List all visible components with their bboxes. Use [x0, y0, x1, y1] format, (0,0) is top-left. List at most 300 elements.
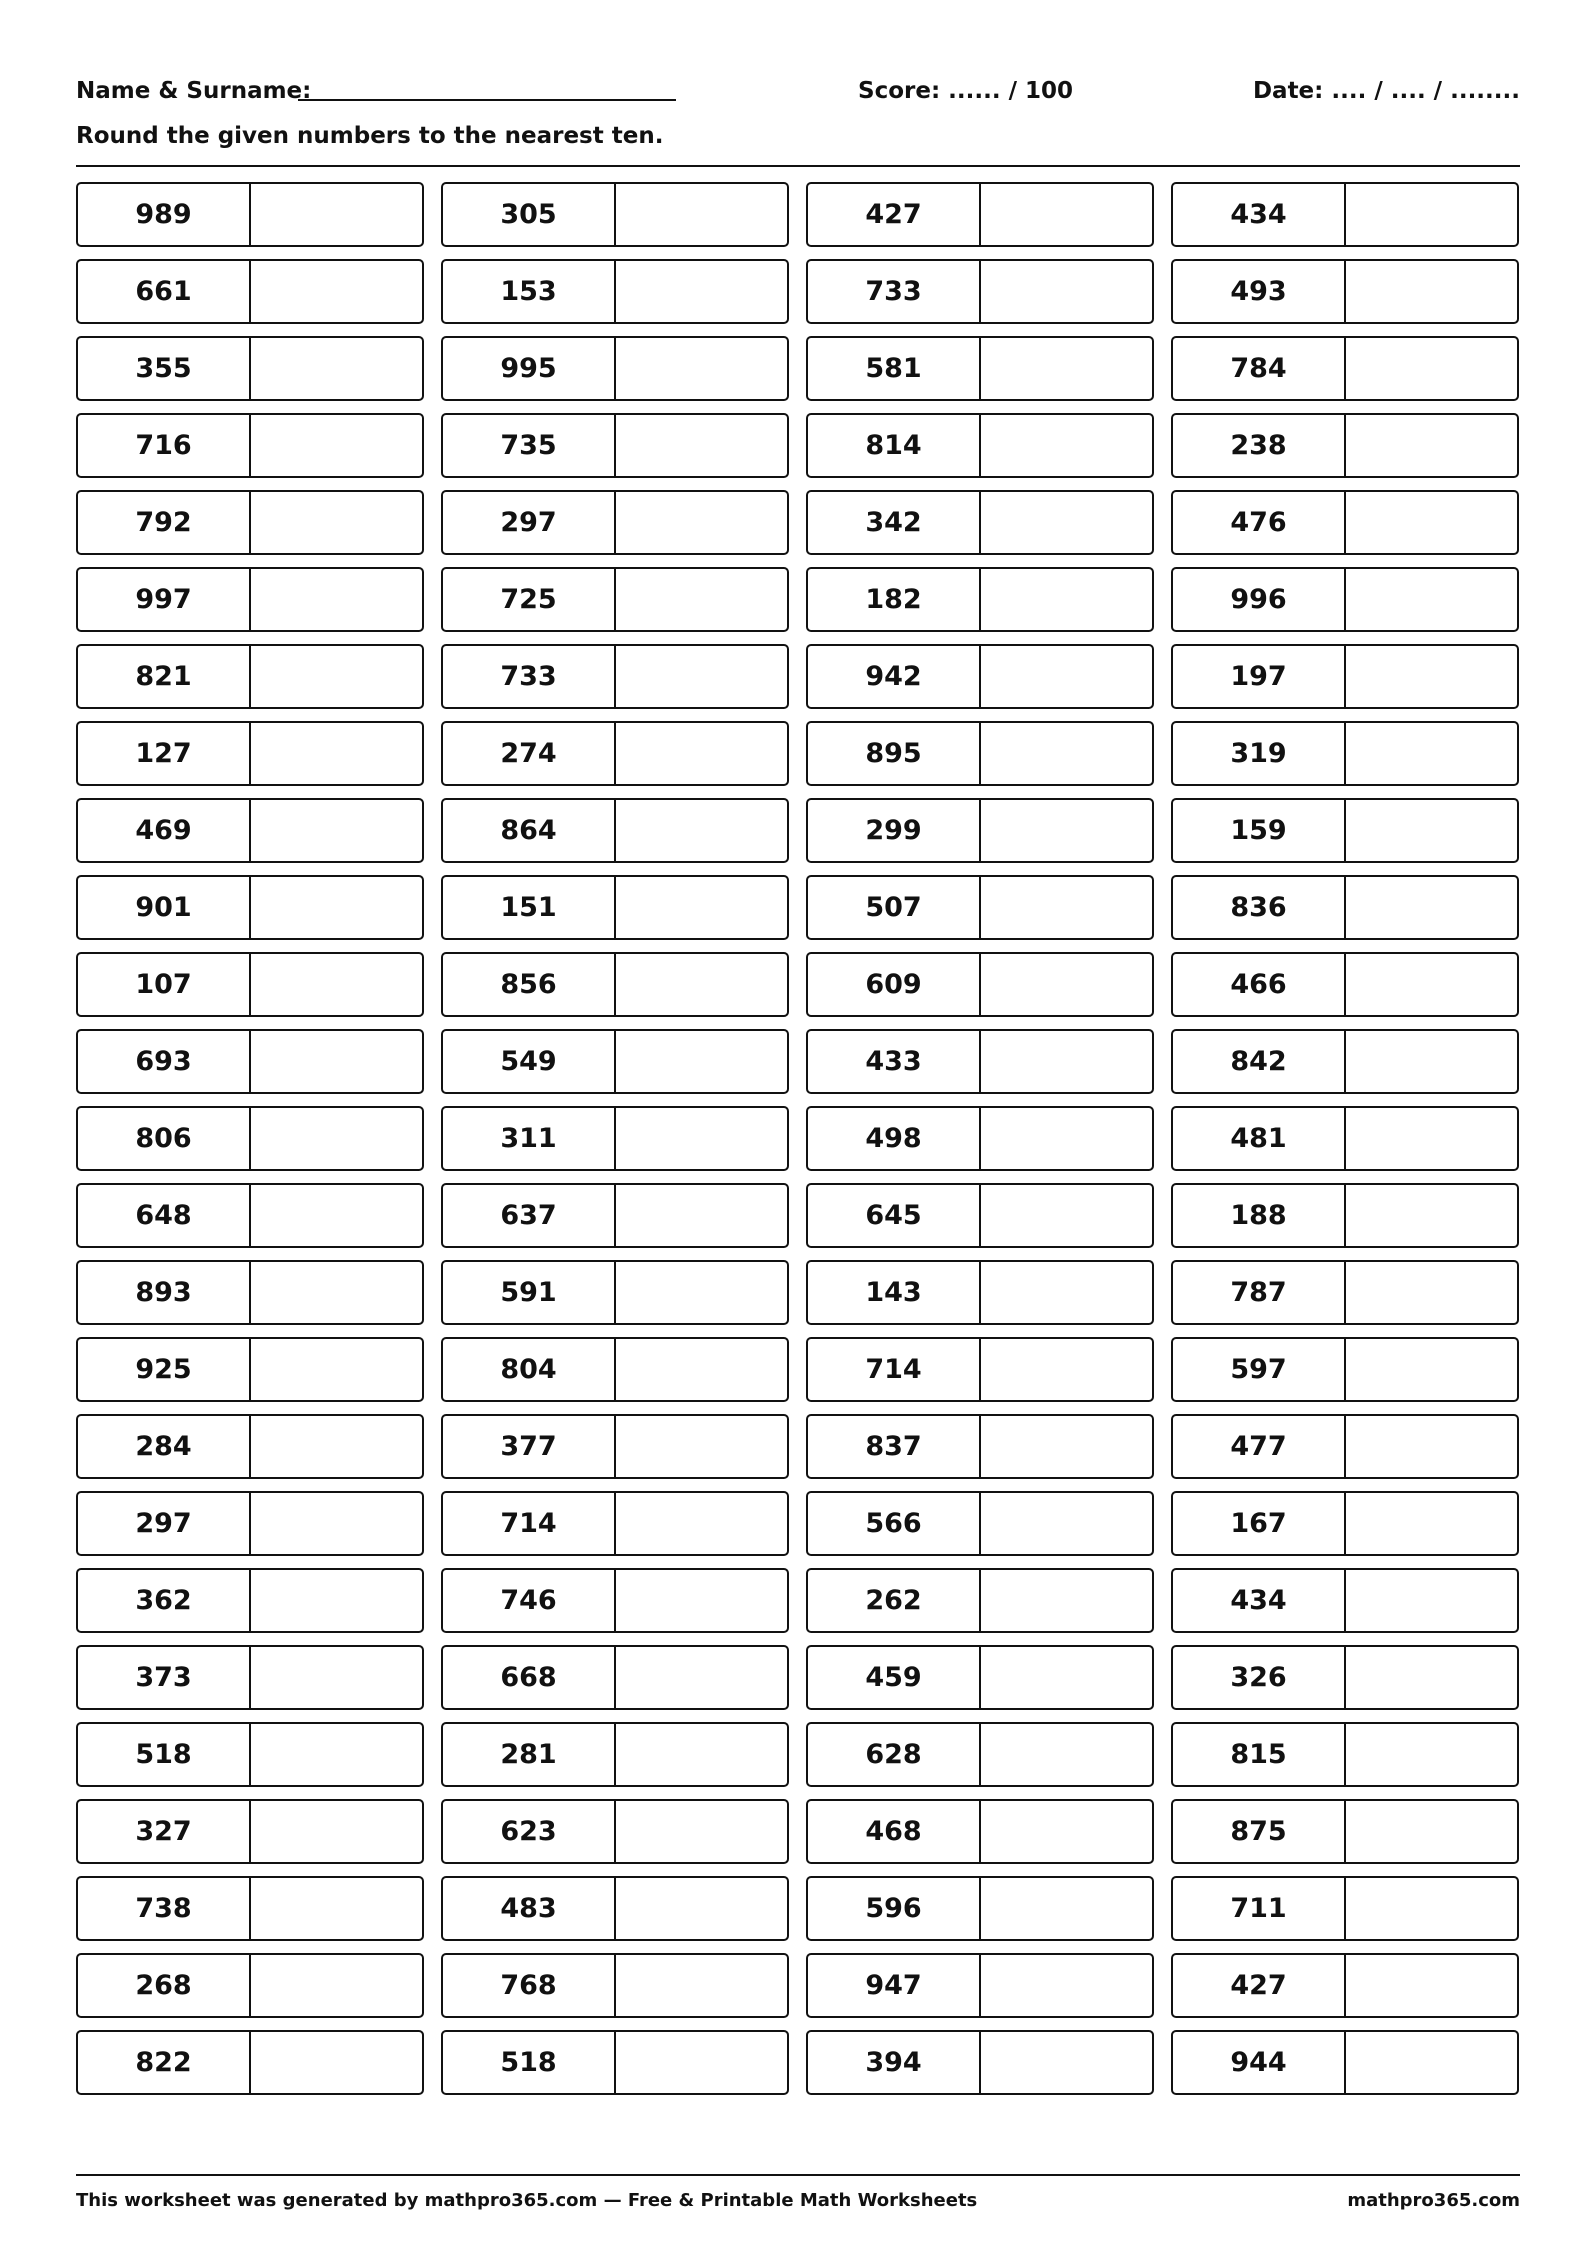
problem-number: 262: [808, 1570, 981, 1631]
answer-box[interactable]: [981, 261, 1152, 322]
answer-box[interactable]: [981, 1801, 1152, 1862]
answer-box[interactable]: [251, 1031, 422, 1092]
answer-box[interactable]: [981, 1031, 1152, 1092]
date-label: Date: .... / .... / ........: [1252, 78, 1520, 104]
answer-box[interactable]: [1346, 1339, 1517, 1400]
answer-box[interactable]: [1346, 954, 1517, 1015]
answer-box[interactable]: [251, 1339, 422, 1400]
problem-number: 895: [808, 723, 981, 784]
problem-number: 483: [443, 1878, 616, 1939]
problem-cell: [441, 1953, 789, 2018]
problem-cell: [441, 1337, 789, 1402]
answer-box[interactable]: [251, 1493, 422, 1554]
problem-cell: [1171, 1953, 1519, 2018]
problem-number: 127: [78, 723, 251, 784]
problem-cell: [1171, 1568, 1519, 1633]
problem-number: 305: [443, 184, 616, 245]
problem-cell: [806, 1722, 1154, 1787]
problem-number: 159: [1173, 800, 1346, 861]
problem-number: 942: [808, 646, 981, 707]
problem-cell: [441, 182, 789, 247]
answer-box[interactable]: [1346, 1724, 1517, 1785]
answer-box[interactable]: [981, 1570, 1152, 1631]
footer-attribution: This worksheet was generated by mathpro365.com — Free & Printable Math Worksheets: [76, 2190, 978, 2211]
answer-box[interactable]: [981, 415, 1152, 476]
problem-number: 746: [443, 1570, 616, 1631]
problem-number: 668: [443, 1647, 616, 1708]
problem-cell: [806, 1106, 1154, 1171]
answer-box[interactable]: [251, 877, 422, 938]
problem-number: 609: [808, 954, 981, 1015]
answer-box[interactable]: [616, 1724, 787, 1785]
problem-number: 814: [808, 415, 981, 476]
answer-box[interactable]: [251, 1647, 422, 1708]
problem-number: 197: [1173, 646, 1346, 707]
answer-box[interactable]: [1346, 1801, 1517, 1862]
problem-number: 297: [443, 492, 616, 553]
problem-cell: [1171, 413, 1519, 478]
problem-cell: [1171, 721, 1519, 786]
problem-cell: [1171, 1260, 1519, 1325]
answer-box[interactable]: [1346, 1031, 1517, 1092]
problem-number: 167: [1173, 1493, 1346, 1554]
problem-cell: [1171, 952, 1519, 1017]
footer-site: mathpro365.com: [1347, 2190, 1520, 2211]
problem-number: 596: [808, 1878, 981, 1939]
answer-box[interactable]: [251, 184, 422, 245]
answer-box[interactable]: [1346, 1108, 1517, 1169]
problem-number: 311: [443, 1108, 616, 1169]
answer-box[interactable]: [251, 1262, 422, 1323]
problem-cell: [806, 1491, 1154, 1556]
answer-box[interactable]: [616, 1108, 787, 1169]
problem-number: 989: [78, 184, 251, 245]
answer-box[interactable]: [981, 338, 1152, 399]
problem-number: 459: [808, 1647, 981, 1708]
problem-number: 733: [808, 261, 981, 322]
answer-box[interactable]: [981, 1262, 1152, 1323]
problem-cell: [76, 182, 424, 247]
problem-cell: [441, 1645, 789, 1710]
problem-cell: [76, 1183, 424, 1248]
answer-box[interactable]: [981, 646, 1152, 707]
problem-cell: [441, 1491, 789, 1556]
answer-box[interactable]: [1346, 1493, 1517, 1554]
problem-number: 477: [1173, 1416, 1346, 1477]
problem-cell: [806, 798, 1154, 863]
problem-number: 498: [808, 1108, 981, 1169]
problem-number: 997: [78, 569, 251, 630]
problem-cell: [806, 567, 1154, 632]
problem-cell: [806, 413, 1154, 478]
problem-number: 806: [78, 1108, 251, 1169]
answer-box[interactable]: [616, 338, 787, 399]
answer-box[interactable]: [251, 1570, 422, 1631]
problem-number: 326: [1173, 1647, 1346, 1708]
problem-number: 864: [443, 800, 616, 861]
problem-number: 427: [808, 184, 981, 245]
problem-number: 468: [808, 1801, 981, 1862]
answer-box[interactable]: [251, 1955, 422, 2016]
problem-cell: [76, 875, 424, 940]
problem-number: 188: [1173, 1185, 1346, 1246]
answer-box[interactable]: [616, 1339, 787, 1400]
problem-number: 925: [78, 1339, 251, 1400]
answer-box[interactable]: [1346, 261, 1517, 322]
answer-box[interactable]: [251, 1416, 422, 1477]
problem-cell: [1171, 798, 1519, 863]
problem-number: 711: [1173, 1878, 1346, 1939]
answer-box[interactable]: [251, 338, 422, 399]
problem-cell: [806, 1414, 1154, 1479]
problem-number: 581: [808, 338, 981, 399]
problem-number: 856: [443, 954, 616, 1015]
problem-number: 648: [78, 1185, 251, 1246]
problem-number: 433: [808, 1031, 981, 1092]
answer-box[interactable]: [1346, 1570, 1517, 1631]
instructions: Round the given numbers to the nearest ten.: [76, 123, 664, 149]
answer-box[interactable]: [616, 877, 787, 938]
problem-cell: [441, 1414, 789, 1479]
problem-cell: [1171, 1722, 1519, 1787]
problem-cell: [441, 798, 789, 863]
problem-number: 784: [1173, 338, 1346, 399]
problem-number: 714: [808, 1339, 981, 1400]
problem-number: 714: [443, 1493, 616, 1554]
problem-number: 299: [808, 800, 981, 861]
problem-number: 143: [808, 1262, 981, 1323]
problem-cell: [1171, 567, 1519, 632]
problem-cell: [1171, 1029, 1519, 1094]
answer-box[interactable]: [1346, 569, 1517, 630]
problem-cell: [76, 1799, 424, 1864]
problem-cell: [806, 952, 1154, 1017]
problem-cell: [806, 1953, 1154, 2018]
problem-cell: [76, 2030, 424, 2095]
problem-number: 373: [78, 1647, 251, 1708]
problem-cell: [1171, 875, 1519, 940]
problem-number: 787: [1173, 1262, 1346, 1323]
problem-cell: [76, 952, 424, 1017]
answer-box[interactable]: [981, 569, 1152, 630]
answer-box[interactable]: [616, 1493, 787, 1554]
problem-cell: [1171, 490, 1519, 555]
problem-number: 107: [78, 954, 251, 1015]
answer-box[interactable]: [616, 723, 787, 784]
problem-number: 268: [78, 1955, 251, 2016]
answer-box[interactable]: [1346, 800, 1517, 861]
problem-cell: [76, 567, 424, 632]
problem-number: 469: [78, 800, 251, 861]
problem-cell: [806, 1337, 1154, 1402]
answer-box[interactable]: [616, 800, 787, 861]
answer-box[interactable]: [981, 184, 1152, 245]
answer-box[interactable]: [616, 646, 787, 707]
problem-cell: [1171, 1645, 1519, 1710]
answer-box[interactable]: [251, 723, 422, 784]
answer-box[interactable]: [251, 569, 422, 630]
answer-box[interactable]: [981, 1416, 1152, 1477]
answer-box[interactable]: [616, 1031, 787, 1092]
answer-box[interactable]: [1346, 1647, 1517, 1708]
answer-box[interactable]: [616, 1262, 787, 1323]
answer-box[interactable]: [1346, 184, 1517, 245]
worksheet-header: [76, 78, 1520, 114]
answer-box[interactable]: [251, 1724, 422, 1785]
problem-cell: [806, 1029, 1154, 1094]
problem-cell: [1171, 1491, 1519, 1556]
answer-box[interactable]: [981, 800, 1152, 861]
problem-cell: [76, 1722, 424, 1787]
problem-number: 297: [78, 1493, 251, 1554]
answer-box[interactable]: [981, 1108, 1152, 1169]
answer-box[interactable]: [981, 1724, 1152, 1785]
answer-box[interactable]: [1346, 877, 1517, 938]
answer-box[interactable]: [1346, 1878, 1517, 1939]
answer-box[interactable]: [616, 415, 787, 476]
problem-cell: [76, 1337, 424, 1402]
problem-number: 476: [1173, 492, 1346, 553]
problem-cell: [76, 490, 424, 555]
header-divider: [76, 165, 1520, 167]
problem-number: 281: [443, 1724, 616, 1785]
answer-box[interactable]: [981, 1493, 1152, 1554]
problem-number: 434: [1173, 184, 1346, 245]
answer-box[interactable]: [1346, 1262, 1517, 1323]
problem-cell: [806, 1799, 1154, 1864]
problem-number: 837: [808, 1416, 981, 1477]
problem-number: 319: [1173, 723, 1346, 784]
problem-cell: [806, 721, 1154, 786]
answer-box[interactable]: [1346, 338, 1517, 399]
problem-cell: [441, 1106, 789, 1171]
problem-cell: [806, 1260, 1154, 1325]
answer-box[interactable]: [1346, 646, 1517, 707]
answer-box[interactable]: [1346, 2032, 1517, 2093]
problem-number: 944: [1173, 2032, 1346, 2093]
problem-number: 153: [443, 261, 616, 322]
problem-cell: [1171, 644, 1519, 709]
answer-box[interactable]: [1346, 1416, 1517, 1477]
problem-number: 637: [443, 1185, 616, 1246]
answer-box[interactable]: [616, 492, 787, 553]
problem-number: 182: [808, 569, 981, 630]
problem-number: 836: [1173, 877, 1346, 938]
answer-box[interactable]: [616, 184, 787, 245]
problem-grid: [76, 182, 1520, 2095]
problem-number: 875: [1173, 1801, 1346, 1862]
answer-box[interactable]: [1346, 415, 1517, 476]
problem-cell: [441, 875, 789, 940]
problem-cell: [806, 1876, 1154, 1941]
problem-cell: [76, 644, 424, 709]
answer-box[interactable]: [251, 800, 422, 861]
problem-cell: [1171, 1799, 1519, 1864]
problem-number: 427: [1173, 1955, 1346, 2016]
problem-number: 725: [443, 569, 616, 630]
problem-cell: [76, 1414, 424, 1479]
problem-cell: [76, 336, 424, 401]
problem-cell: [806, 259, 1154, 324]
answer-box[interactable]: [1346, 723, 1517, 784]
problem-number: 284: [78, 1416, 251, 1477]
problem-cell: [441, 336, 789, 401]
problem-cell: [1171, 259, 1519, 324]
name-surname-label: Name & Surname:: [76, 78, 312, 104]
problem-number: 355: [78, 338, 251, 399]
problem-number: 466: [1173, 954, 1346, 1015]
footer-divider: [76, 2174, 1520, 2176]
problem-number: 821: [78, 646, 251, 707]
problem-number: 623: [443, 1801, 616, 1862]
answer-box[interactable]: [981, 1185, 1152, 1246]
answer-box[interactable]: [251, 1185, 422, 1246]
problem-number: 822: [78, 2032, 251, 2093]
answer-box[interactable]: [251, 954, 422, 1015]
problem-cell: [441, 259, 789, 324]
problem-number: 628: [808, 1724, 981, 1785]
problem-cell: [1171, 1876, 1519, 1941]
problem-cell: [76, 798, 424, 863]
problem-cell: [806, 336, 1154, 401]
problem-number: 842: [1173, 1031, 1346, 1092]
problem-cell: [441, 1029, 789, 1094]
answer-box[interactable]: [981, 1647, 1152, 1708]
name-field[interactable]: [298, 99, 676, 101]
score-label: Score: ...... / 100: [858, 78, 1073, 104]
answer-box[interactable]: [981, 954, 1152, 1015]
problem-cell: [441, 2030, 789, 2095]
problem-cell: [76, 1260, 424, 1325]
problem-cell: [806, 2030, 1154, 2095]
problem-number: 768: [443, 1955, 616, 2016]
problem-cell: [76, 721, 424, 786]
problem-number: 815: [1173, 1724, 1346, 1785]
problem-cell: [806, 644, 1154, 709]
problem-cell: [1171, 2030, 1519, 2095]
problem-number: 566: [808, 1493, 981, 1554]
problem-number: 434: [1173, 1570, 1346, 1631]
problem-number: 518: [78, 1724, 251, 1785]
problem-cell: [441, 490, 789, 555]
answer-box[interactable]: [251, 1878, 422, 1939]
answer-box[interactable]: [1346, 1955, 1517, 2016]
problem-cell: [1171, 1414, 1519, 1479]
problem-cell: [441, 1568, 789, 1633]
problem-number: 661: [78, 261, 251, 322]
problem-cell: [441, 1260, 789, 1325]
problem-number: 693: [78, 1031, 251, 1092]
problem-number: 518: [443, 2032, 616, 2093]
problem-cell: [1171, 1106, 1519, 1171]
answer-box[interactable]: [981, 1955, 1152, 2016]
answer-box[interactable]: [251, 646, 422, 707]
answer-box[interactable]: [981, 1878, 1152, 1939]
answer-box[interactable]: [251, 492, 422, 553]
answer-box[interactable]: [616, 1416, 787, 1477]
answer-box[interactable]: [616, 1570, 787, 1631]
answer-box[interactable]: [981, 1339, 1152, 1400]
problem-number: 893: [78, 1262, 251, 1323]
problem-number: 377: [443, 1416, 616, 1477]
problem-number: 597: [1173, 1339, 1346, 1400]
answer-box[interactable]: [251, 1801, 422, 1862]
problem-number: 591: [443, 1262, 616, 1323]
problem-number: 645: [808, 1185, 981, 1246]
problem-number: 274: [443, 723, 616, 784]
problem-number: 733: [443, 646, 616, 707]
answer-box[interactable]: [616, 1801, 787, 1862]
problem-cell: [441, 644, 789, 709]
problem-number: 507: [808, 877, 981, 938]
problem-cell: [1171, 1337, 1519, 1402]
problem-number: 394: [808, 2032, 981, 2093]
problem-number: 362: [78, 1570, 251, 1631]
problem-number: 549: [443, 1031, 616, 1092]
problem-cell: [441, 1876, 789, 1941]
answer-box[interactable]: [616, 1878, 787, 1939]
problem-cell: [441, 413, 789, 478]
answer-box[interactable]: [981, 877, 1152, 938]
problem-number: 996: [1173, 569, 1346, 630]
problem-cell: [806, 1568, 1154, 1633]
answer-box[interactable]: [981, 2032, 1152, 2093]
answer-box[interactable]: [981, 492, 1152, 553]
answer-box[interactable]: [251, 261, 422, 322]
problem-cell: [1171, 336, 1519, 401]
answer-box[interactable]: [616, 2032, 787, 2093]
answer-box[interactable]: [616, 954, 787, 1015]
problem-cell: [76, 1568, 424, 1633]
problem-number: 238: [1173, 415, 1346, 476]
problem-cell: [441, 721, 789, 786]
answer-box[interactable]: [616, 1955, 787, 2016]
answer-box[interactable]: [1346, 492, 1517, 553]
problem-cell: [76, 1953, 424, 2018]
problem-cell: [76, 1106, 424, 1171]
problem-number: 901: [78, 877, 251, 938]
problem-number: 738: [78, 1878, 251, 1939]
problem-number: 947: [808, 1955, 981, 2016]
answer-box[interactable]: [1346, 1185, 1517, 1246]
answer-box[interactable]: [616, 1647, 787, 1708]
problem-cell: [441, 1722, 789, 1787]
problem-cell: [806, 875, 1154, 940]
problem-cell: [806, 490, 1154, 555]
problem-number: 151: [443, 877, 616, 938]
answer-box[interactable]: [251, 1108, 422, 1169]
problem-number: 342: [808, 492, 981, 553]
answer-box[interactable]: [251, 415, 422, 476]
answer-box[interactable]: [981, 723, 1152, 784]
problem-cell: [76, 1645, 424, 1710]
problem-cell: [441, 1183, 789, 1248]
problem-number: 995: [443, 338, 616, 399]
problem-cell: [441, 1799, 789, 1864]
problem-cell: [76, 259, 424, 324]
problem-cell: [76, 1029, 424, 1094]
answer-box[interactable]: [251, 2032, 422, 2093]
problem-number: 327: [78, 1801, 251, 1862]
problem-number: 804: [443, 1339, 616, 1400]
problem-number: 792: [78, 492, 251, 553]
answer-box[interactable]: [616, 1185, 787, 1246]
answer-box[interactable]: [616, 261, 787, 322]
answer-box[interactable]: [616, 569, 787, 630]
problem-cell: [806, 1645, 1154, 1710]
problem-cell: [1171, 1183, 1519, 1248]
problem-cell: [1171, 182, 1519, 247]
